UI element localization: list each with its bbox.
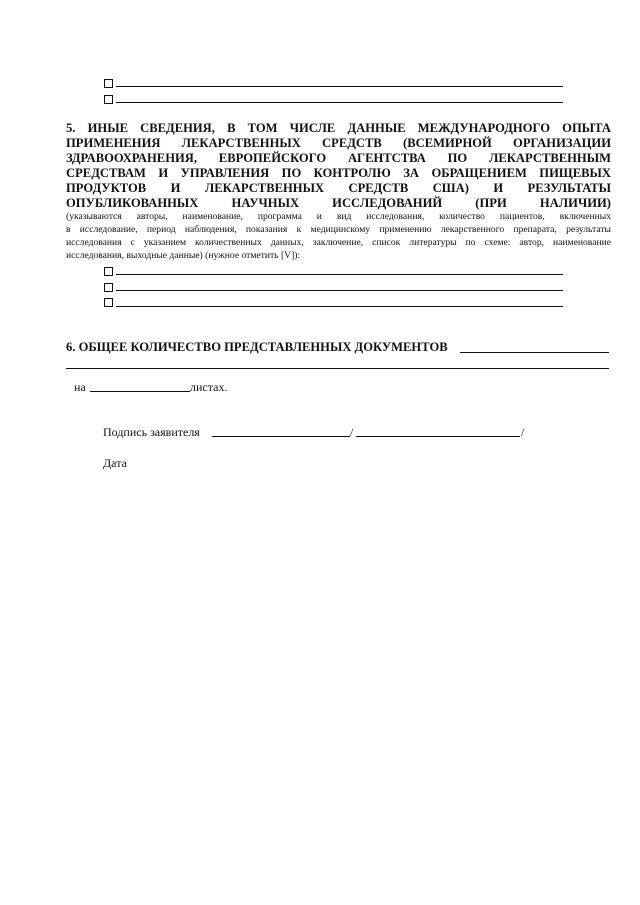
fill-line-top-2[interactable] — [116, 102, 563, 103]
fill-line-signature-name[interactable] — [356, 436, 520, 437]
section5-heading-line-2: ПРИМЕНЕНИЯ ЛЕКАРСТВЕННЫХ СРЕДСТВ (ВСЕМИРНОЙ ОРГАНИЗАЦИИ — [66, 136, 611, 150]
checkbox-top-1[interactable] — [104, 79, 113, 88]
checkbox-top-2[interactable] — [104, 95, 113, 104]
section5-note-line-2: в исследование, период наблюдения, показания к медицинскому применению лекарственного препарата, результаты — [66, 224, 611, 235]
date-label: Дата — [103, 456, 127, 470]
section5-note-line-4: исследования, выходные данные) (нужное отметить [V]): — [66, 250, 301, 261]
section6-heading: 6. ОБЩЕЕ КОЛИЧЕСТВО ПРЕДСТАВЛЕННЫХ ДОКУМЕНТОВ — [66, 340, 448, 354]
signature-separator-1: / — [350, 425, 354, 439]
checkbox-section5-2[interactable] — [104, 283, 113, 292]
sheets-label: листах. — [190, 380, 228, 394]
section5-note-line-1: (указываются авторы, наименование, программа и вид исследования, количество пациентов, включенных — [66, 211, 611, 222]
section5-heading-line-4: СРЕДСТВАМ И УПРАВЛЕНИЯ ПО КОНТРОЛЮ ЗА ОБРАЩЕНИЕМ ПИЩЕВЫХ — [66, 166, 611, 180]
fill-line-section5-2[interactable] — [116, 290, 563, 291]
checkbox-section5-1[interactable] — [104, 267, 113, 276]
fill-line-document-count[interactable] — [460, 352, 609, 353]
fill-line-section5-3[interactable] — [116, 306, 563, 307]
checkbox-section5-3[interactable] — [104, 298, 113, 307]
section5-heading-line-3: ЗДРАВООХРАНЕНИЯ, ЕВРОПЕЙСКОГО АГЕНТСТВА ПО ЛЕКАРСТВЕННЫМ — [66, 151, 611, 165]
fill-line-top-1[interactable] — [116, 86, 563, 87]
section5-heading-line-5: ПРОДУКТОВ И ЛЕКАРСТВЕННЫХ СРЕДСТВ США) И РЕЗУЛЬТАТЫ — [66, 181, 611, 195]
signature-label: Подпись заявителя — [103, 425, 200, 439]
fill-line-sheet-count[interactable] — [90, 391, 190, 392]
signature-separator-2: / — [521, 425, 525, 439]
fill-line-document-count-continued[interactable] — [66, 368, 609, 369]
fill-line-signature[interactable] — [212, 436, 350, 437]
fill-line-section5-1[interactable] — [116, 274, 563, 275]
section5-note-line-3: исследования с указанием количественных данных, заключение, список литературы по схеме: автор, наименование — [66, 237, 611, 248]
on-label: на — [74, 380, 86, 394]
section5-heading-line-1: 5. ИНЫЕ СВЕДЕНИЯ, В ТОМ ЧИСЛЕ ДАННЫЕ МЕЖДУНАРОДНОГО ОПЫТА — [66, 121, 611, 135]
section5-heading-line-6: ОПУБЛИКОВАННЫХ НАУЧНЫХ ИССЛЕДОВАНИЙ (ПРИ НАЛИЧИИ) — [66, 196, 611, 210]
